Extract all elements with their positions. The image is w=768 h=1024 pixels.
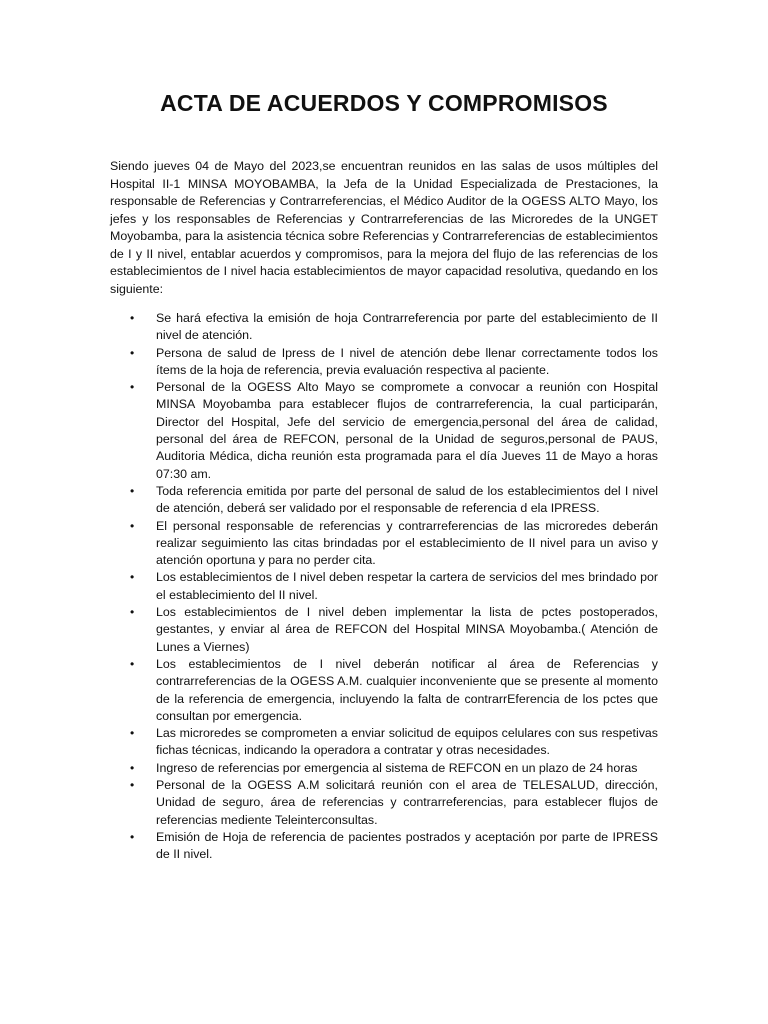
agreements-list [110,310,658,864]
bullet-icon: • [130,778,135,793]
bullet-icon: • [130,345,135,360]
list-item [110,777,658,829]
list-item [110,760,658,777]
list-item-text: Toda referencia emitida por parte del personal de salud de los establecimientos del I nivel de atención, deberá ser validado por el responsable de referencia d ela IPRESS. [156,483,658,516]
list-item [110,569,658,604]
list-item-text: Personal de la OGESS A.M solicitará reunión con el area de TELESALUD, dirección, Unidad de seguro, área de referencias y contrarreferencias, para establecer flujos de referencias mediente Teleinterconsultas. [156,778,658,827]
bullet-icon: • [130,518,135,533]
list-item [110,483,658,518]
list-item-text: Los establecimientos de I nivel deberán notificar al área de Referencias y contrarreferencias de la OGESS A.M. cualquier inconveniente que se presente al momento de la referencia de emergencia, incluyendo la falta de contrarrEferencia de los pctes que consultan por emergencia. [156,656,658,723]
list-item [110,310,658,345]
list-item [110,656,658,725]
bullet-icon: • [130,656,135,671]
bullet-icon: • [130,829,135,844]
bullet-icon: • [130,380,135,395]
bullet-icon: • [130,570,135,585]
list-item-text: Las microredes se comprometen a enviar solicitud de equipos celulares con sus respetivas fichas técnicas, indicando la operadora a contratar y otras necesidades. [156,726,658,758]
bullet-icon: • [130,483,135,498]
bullet-icon: • [130,605,135,620]
list-item-text: Se hará efectiva la emisión de hoja Contrarreferencia por parte del establecimiento de II nivel de atención. [156,311,658,343]
intro-paragraph: Siendo jueves 04 de Mayo del 2023,se encuentran reunidos en las salas de usos múltiples del Hospital II-1 MINSA MOYOBAMBA, la Jefa de la Unidad Especializada de Prestaciones, la responsable de Referencias y Contrarreferencias, el Médico Auditor de la OGESS ALTO Mayo, los jefes y los responsables de Referencias y Contrarreferencias de las Microredes de la UNGET Moyobamba, para la asistencia técnica sobre Referencias y Contrarreferencias de establecimientos de I y II nivel, entablar acuerdos y compromisos, para la mejora del flujo de las referencias de los establecimientos de I nivel hacia establecimientos de mayor capacidad resolutiva, quedando en los siguiente: [110,159,658,296]
list-item-text: Emisión de Hoja de referencia de pacientes postrados y aceptación por parte de IPRESS de II nivel. [156,829,658,862]
list-item [110,345,658,380]
list-item [110,829,658,864]
list-item-text: Persona de salud de Ipress de I nivel de atención debe llenar correctamente todos los ítems de la hoja de referencia, previa evaluación respectiva al paciente. [156,345,658,377]
bullet-icon: • [130,311,135,325]
list-item-text: Ingreso de referencias por emergencia al sistema de REFCON en un plazo de 24 horas [156,760,638,775]
list-item-text: Los establecimientos de I nivel deben respetar la cartera de servicios del mes brindado por el establecimiento del II nivel. [156,570,658,602]
bullet-icon: • [130,726,135,741]
list-item-text: Los establecimientos de I nivel deben implementar la lista de pctes postoperados, gestantes, y enviar al área de REFCON del Hospital MINSA Moyobamba.( Atención de Lunes a Viernes) [156,605,658,654]
list-item [110,379,658,483]
list-item [110,604,658,656]
list-item [110,518,658,570]
list-item [110,725,658,760]
bullet-icon: • [130,760,135,775]
document-title: ACTA DE ACUERDOS Y COMPROMISOS [160,90,608,116]
list-item-text: El personal responsable de referencias y contrarreferencias de las microredes deberán realizar seguimiento las citas brindadas por el establecimiento de II nivel para un aviso y atención oportuna y para no perder cita. [156,518,658,568]
list-item-text: Personal de la OGESS Alto Mayo se compromete a convocar a reunión con Hospital MINSA Moyobamba para establecer flujos de contrarreferencia, la cual participarán, Director del Hospital, Jefe del servicio de emergencia,personal del área de calidad, personal del área de REFCON, personal de la Unidad de seguros,personal de PAUS, Auditoria Médica, dicha reunión esta programada para el día Jueves 11 de Mayo a horas 07:30 am. [156,380,658,481]
